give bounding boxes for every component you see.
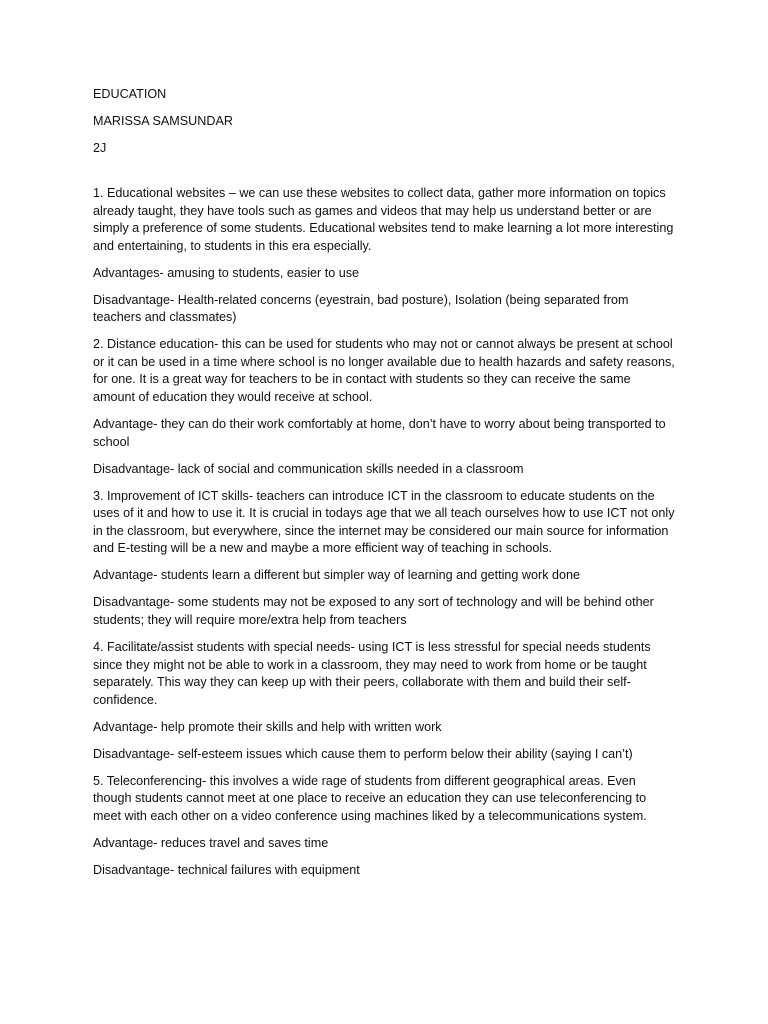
student-name: MARISSA SAMSUNDAR xyxy=(93,113,233,128)
paragraph-9: Disadvantage- some students may not be exposed to any sort of technology and will be behind other students; they will require more/extra help from teachers xyxy=(93,595,654,627)
paragraph-1: 1. Educational websites – we can use these websites to collect data, gather more information on topics already taught, they have tools such as games and videos that may help us understand better or are simply a preference of some students. Educational websites tend to make learning a lot more interesting and entertaining, to students in this era especially. xyxy=(93,185,674,253)
paragraph-7: 3. Improvement of ICT skills- teachers can introduce ICT in the classroom to educate students on the uses of it and how to use it. It is crucial in todays age that we all teach ourselves how to use ICT not only in the classroom, but everywhere, since the internet may be considered our main source for information and E-testing will be a new and maybe a more efficient way of teaching in schools. xyxy=(93,488,675,556)
header-spacer xyxy=(93,167,675,185)
paragraph-15: Disadvantage- technical failures with equipment xyxy=(93,862,360,877)
paragraph-8: Advantage- students learn a different but simpler way of learning and getting work done xyxy=(93,568,581,583)
paragraph-2: Advantages- amusing to students, easier to use xyxy=(93,265,360,280)
paragraph-4: 2. Distance education- this can be used for students who may not or cannot always be present at school or it can be used in a time where school is no longer available due to health hazards and safety reasons, for one. It is a great way for teachers to be in contact with students so they can receive the same amount of education they would receive at school. xyxy=(93,337,675,405)
class-label: 2J xyxy=(93,140,107,155)
subject-heading: EDUCATION xyxy=(93,87,167,101)
paragraph-13: 5. Teleconferencing- this involves a wide rage of students from different geographical areas. Even though students cannot meet at one place to receive an education they can use teleconferencing to meet with each other on a video conference using machines liked by a telecommunications system. xyxy=(93,773,647,823)
paragraph-14: Advantage- reduces travel and saves time xyxy=(93,835,329,850)
paragraph-11: Advantage- help promote their skills and help with written work xyxy=(93,719,442,734)
paragraph-5: Advantage- they can do their work comfortably at home, don’t have to worry about being transported to school xyxy=(93,417,666,449)
paragraph-10: 4. Facilitate/assist students with special needs- using ICT is less stressful for special needs students since they might not be able to work in a classroom, they may need to work from home or be taught separately. This way they can keep up with their peers, collaborate with them and build their self-confidence. xyxy=(93,639,651,707)
paragraph-12: Disadvantage- self-esteem issues which cause them to perform below their ability (saying I can’t) xyxy=(93,746,633,761)
paragraph-3: Disadvantage- Health-related concerns (eyestrain, bad posture), Isolation (being separated from teachers and classmates) xyxy=(93,292,629,325)
paragraph-6: Disadvantage- lack of social and communication skills needed in a classroom xyxy=(93,461,524,476)
